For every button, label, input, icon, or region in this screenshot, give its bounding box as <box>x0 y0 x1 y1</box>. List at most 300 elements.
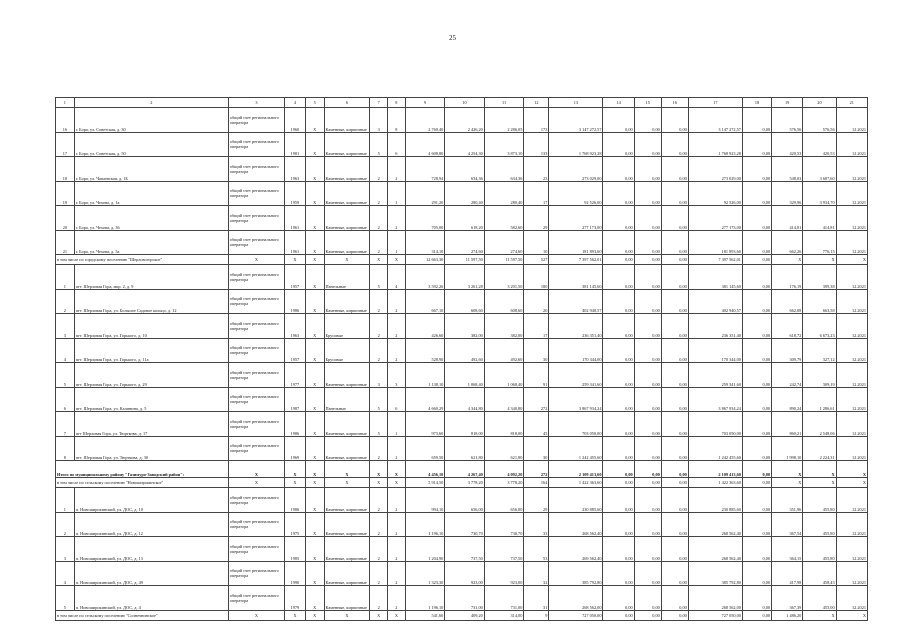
column-number-16: 16 <box>661 98 688 108</box>
table-cell: 2 <box>388 289 406 314</box>
table-cell: 4 340,80 <box>484 387 524 412</box>
table-cell: 236 351,40 <box>549 314 603 339</box>
table-cell: 273 029,00 <box>549 157 603 182</box>
table-cell: 12.2021 <box>836 412 867 437</box>
register-table <box>55 97 868 621</box>
table-cell: 656,00 <box>484 488 524 513</box>
table-cell: 31 <box>524 586 549 611</box>
table-cell: п. Новоширокинский, ул. ДОС, д. 10 <box>74 488 228 513</box>
table-cell: 12.2021 <box>836 537 867 562</box>
table-cell: 0,00 <box>742 363 771 388</box>
table-cell: 0,00 <box>634 461 661 478</box>
table-cell: 12.2021 <box>836 108 867 133</box>
table-cell: 20 <box>524 289 549 314</box>
table-cell: общий счет регионального оператора <box>228 338 284 363</box>
column-number-5: 5 <box>305 98 324 108</box>
table-cell: 12.2021 <box>836 436 867 461</box>
table-cell: 0,00 <box>603 512 634 537</box>
table-cell: 272 <box>524 461 549 478</box>
table-cell: 1 768 923,28 <box>688 132 742 157</box>
table-row <box>56 363 868 388</box>
table-cell: X <box>305 338 324 363</box>
table-cell: 818,00 <box>445 412 485 437</box>
table-cell: 3 <box>56 314 75 339</box>
table-cell: 0,00 <box>742 132 771 157</box>
table-cell: X <box>228 255 284 265</box>
table-cell: общий счет регионального оператора <box>228 512 284 537</box>
table-cell: 2 760,40 <box>405 108 445 133</box>
table-cell: X <box>305 314 324 339</box>
table-cell: 0,00 <box>661 181 688 206</box>
column-number-18: 18 <box>742 98 771 108</box>
table-cell: 705,00 <box>405 206 445 231</box>
table-cell: X <box>305 132 324 157</box>
table-cell: 17 <box>56 132 75 157</box>
table-cell: 3 778,20 <box>484 478 524 488</box>
table-cell: X <box>285 255 306 265</box>
table-cell: X <box>836 255 867 265</box>
table-cell: 663,58 <box>803 289 836 314</box>
table-cell: X <box>305 412 324 437</box>
table-cell: 367,39 <box>772 586 803 611</box>
table-cell: 2 <box>388 338 406 363</box>
table-cell: 0,00 <box>603 255 634 265</box>
table-cell: 1 138,10 <box>405 363 445 388</box>
table-cell: 4 660,29 <box>405 387 445 412</box>
table-cell: 0,00 <box>634 289 661 314</box>
table-cell: X <box>305 586 324 611</box>
table-cell: 0,00 <box>661 478 688 488</box>
table-cell: 12.2021 <box>836 488 867 513</box>
table-cell: г. Бора, ул. Чехова, д. 1а <box>74 181 228 206</box>
table-cell: X <box>305 206 324 231</box>
table-cell: 662,08 <box>772 289 803 314</box>
table-cell: 0,00 <box>742 206 771 231</box>
table-cell: 2 <box>370 181 388 206</box>
table-cell: X <box>228 478 284 488</box>
table-cell: 242,74 <box>772 363 803 388</box>
column-number-15: 15 <box>634 98 661 108</box>
table-cell: 0,00 <box>742 181 771 206</box>
table-cell: 0,00 <box>742 338 771 363</box>
table-cell: 19 <box>56 181 75 206</box>
table-cell: общий счет регионального оператора <box>228 586 284 611</box>
table-cell: 30 <box>524 436 549 461</box>
table-cell: 181 893,60 <box>688 230 742 255</box>
table-cell: 7 <box>56 412 75 437</box>
table-cell: 1 068,40 <box>445 363 485 388</box>
table-cell: 3 867 934,24 <box>549 387 603 412</box>
table-cell: 0,00 <box>661 436 688 461</box>
table-row <box>56 586 868 611</box>
table-cell: 4 <box>388 265 406 290</box>
table-cell: 2 <box>388 436 406 461</box>
table-cell: 1961 <box>285 230 306 255</box>
table-cell: 2 <box>370 512 388 537</box>
table-cell: 7 397 562,01 <box>688 255 742 265</box>
table-cell: 455,80 <box>803 512 836 537</box>
table-cell: X <box>324 255 370 265</box>
table-cell: 1977 <box>285 363 306 388</box>
table-cell: 860,21 <box>772 412 803 437</box>
table-cell: 329,96 <box>772 181 803 206</box>
table-cell: 2 <box>370 289 388 314</box>
table-cell: 1979 <box>285 586 306 611</box>
table-row <box>56 314 868 339</box>
table-cell: 259 341,60 <box>688 363 742 388</box>
table-cell: 0,00 <box>634 478 661 488</box>
table-cell: 0,00 <box>634 314 661 339</box>
table-cell: 409,20 <box>445 610 485 620</box>
table-cell: 29 <box>524 206 549 231</box>
table-cell: 17 <box>524 181 549 206</box>
table-cell: 381 145,60 <box>688 265 742 290</box>
table-cell: X <box>370 255 388 265</box>
table-cell: 268 562,40 <box>688 537 742 562</box>
table-cell: Каменные, кирпичные <box>324 561 370 586</box>
table-cell: 0,00 <box>661 488 688 513</box>
table-cell: 1975 <box>285 512 306 537</box>
table-cell: 0,00 <box>634 181 661 206</box>
table-cell: 2 <box>370 157 388 182</box>
table-cell: 0,00 <box>634 338 661 363</box>
table-cell: 181 893,60 <box>549 230 603 255</box>
table-cell: 0,00 <box>634 230 661 255</box>
table-cell: 1 196,10 <box>405 586 445 611</box>
table-cell: общий счет регионального оператора <box>228 206 284 231</box>
table-cell: 0,00 <box>742 255 771 265</box>
table-cell: 12.2021 <box>836 157 867 182</box>
table-cell: 0,00 <box>742 561 771 586</box>
table-cell: Каменные, кирпичные <box>324 363 370 388</box>
table-cell: 0,00 <box>603 610 634 620</box>
table-cell: 399,38 <box>803 265 836 290</box>
table-cell: 269 562,40 <box>549 537 603 562</box>
table-cell: 656,00 <box>445 488 485 513</box>
table-cell: п. Новоширокинский, ул. ДОС, д. 13 <box>74 537 228 562</box>
table-cell: 621,80 <box>445 436 485 461</box>
column-number-17: 17 <box>688 98 742 108</box>
table-cell: 1 <box>388 412 406 437</box>
table-cell: общий счет регионального оператора <box>228 181 284 206</box>
table-cell: 20 <box>56 206 75 231</box>
table-row <box>56 265 868 290</box>
total-label: Итого по муниципальному району "Газимуро-Заводский район": <box>56 461 229 478</box>
table-cell: 9 <box>524 610 549 620</box>
table-cell: 1 <box>56 265 75 290</box>
table-cell: 11 597,50 <box>484 255 524 265</box>
table-cell: 414,81 <box>803 206 836 231</box>
table-cell: 0,00 <box>661 108 688 133</box>
table-cell: 0,00 <box>742 314 771 339</box>
table-cell: 0,00 <box>603 289 634 314</box>
table-cell: 4 254,30 <box>445 132 485 157</box>
table-cell: 4 <box>56 561 75 586</box>
table-cell: общий счет регионального оператора <box>228 412 284 437</box>
table-cell: 272 <box>524 387 549 412</box>
table-cell: 0,00 <box>742 461 771 478</box>
table-cell: 0,00 <box>661 206 688 231</box>
table-cell: 309,79 <box>772 338 803 363</box>
table-cell: 1 <box>388 230 406 255</box>
table-cell: 1987 <box>285 387 306 412</box>
table-cell: 1 768 923,28 <box>549 132 603 157</box>
table-cell: 274,60 <box>484 230 524 255</box>
table-cell: X <box>324 478 370 488</box>
table-cell: 5 <box>370 412 388 437</box>
table-cell: Каменные, кирпичные <box>324 206 370 231</box>
table-cell: X <box>836 461 867 478</box>
table-cell: Каменные, кирпичные <box>324 181 370 206</box>
table-cell: 176,19 <box>772 265 803 290</box>
table-row <box>56 132 868 157</box>
table-cell: 0,00 <box>661 289 688 314</box>
table-cell: X <box>803 610 836 620</box>
table-cell: X <box>228 610 284 620</box>
table-cell: X <box>305 436 324 461</box>
table-cell: 268 562,00 <box>549 586 603 611</box>
table-cell: X <box>388 610 406 620</box>
table-cell: 6 673,23 <box>803 314 836 339</box>
subtotal-row <box>56 610 868 620</box>
subtotal-row <box>56 478 868 488</box>
table-cell: 29 <box>524 488 549 513</box>
table-cell: 1 286,61 <box>803 387 836 412</box>
table-cell: 1957 <box>285 265 306 290</box>
table-cell: общий счет регионального оператора <box>228 157 284 182</box>
table-cell: 33 <box>524 512 549 537</box>
table-cell: 0,00 <box>603 230 634 255</box>
table-cell: 2 <box>388 157 406 182</box>
table-cell: 12.2021 <box>836 181 867 206</box>
column-number-2: 2 <box>74 98 228 108</box>
table-cell: 5 <box>370 387 388 412</box>
table-row <box>56 561 868 586</box>
table-cell: 0,00 <box>742 537 771 562</box>
table-cell: 1 204,90 <box>405 537 445 562</box>
table-cell: Каменные, кирпичные <box>324 230 370 255</box>
table-cell: 576,56 <box>772 108 803 133</box>
table-cell: 0,00 <box>742 157 771 182</box>
table-cell: X <box>772 478 803 488</box>
table-cell: Каменные, кирпичные <box>324 289 370 314</box>
table-cell: X <box>772 461 803 478</box>
table-cell: общий счет регионального оператора <box>228 265 284 290</box>
table-cell: 492,60 <box>484 338 524 363</box>
table-cell: 3 <box>370 108 388 133</box>
table-cell: X <box>388 255 406 265</box>
table-cell: 236 351,40 <box>688 314 742 339</box>
table-cell: X <box>388 461 406 478</box>
column-number-1: 1 <box>56 98 75 108</box>
table-cell: 3 261,28 <box>445 265 485 290</box>
table-cell: 173 <box>524 108 549 133</box>
table-cell: общий счет регионального оператора <box>228 387 284 412</box>
table-cell: 3 867 934,24 <box>688 387 742 412</box>
table-cell: 6 <box>388 132 406 157</box>
table-cell: 0,00 <box>742 610 771 620</box>
table-cell: 367,54 <box>772 512 803 537</box>
table-cell: 1 242 455,60 <box>688 436 742 461</box>
table-cell: общий счет регионального оператора <box>228 289 284 314</box>
table-cell: 18 <box>56 157 75 182</box>
table-cell: 634,36 <box>445 157 485 182</box>
table-cell: 402 940,57 <box>688 289 742 314</box>
table-cell: 492,60 <box>445 338 485 363</box>
column-number-19: 19 <box>772 98 803 108</box>
table-cell: 0,00 <box>634 412 661 437</box>
table-cell: 0,00 <box>603 265 634 290</box>
table-cell: 0,00 <box>661 512 688 537</box>
table-cell: 133 <box>524 132 549 157</box>
table-cell: 309,19 <box>803 363 836 388</box>
table-cell: X <box>305 387 324 412</box>
table-cell: 0,00 <box>634 537 661 562</box>
table-cell: 12.2021 <box>836 132 867 157</box>
table-cell: 0,00 <box>661 314 688 339</box>
table-row <box>56 206 868 231</box>
table-cell: 737,50 <box>445 537 485 562</box>
total-row <box>56 461 868 478</box>
table-cell: общий счет регионального оператора <box>228 314 284 339</box>
table-cell: 1986 <box>285 488 306 513</box>
table-cell: 280,40 <box>484 181 524 206</box>
table-cell: 576,56 <box>803 108 836 133</box>
table-cell: 5 <box>56 363 75 388</box>
table-cell: 414,81 <box>772 206 803 231</box>
table-cell: 2 <box>370 436 388 461</box>
table-cell: 0,00 <box>661 265 688 290</box>
table-cell: 4 456,10 <box>405 461 445 478</box>
table-cell: 3 147 272,57 <box>688 108 742 133</box>
column-number-4: 4 <box>285 98 306 108</box>
table-cell: 2 <box>388 512 406 537</box>
table-cell: 2 <box>370 230 388 255</box>
subtotal-label: в том числе по городскому поселению "Шерловогорское" <box>56 255 229 265</box>
column-number-6: 6 <box>324 98 370 108</box>
table-cell: 381 145,60 <box>549 265 603 290</box>
table-cell: X <box>305 488 324 513</box>
table-cell: 0,00 <box>742 512 771 537</box>
table-cell: 5 <box>56 586 75 611</box>
table-cell: пгт. Шерловая Гора, ул. Калинина, д. 5 <box>74 387 228 412</box>
table-cell: Каменные, кирпичные <box>324 488 370 513</box>
table-cell: 4 092,20 <box>484 461 524 478</box>
table-cell: 8 <box>56 436 75 461</box>
table-cell: 994,10 <box>405 488 445 513</box>
table-cell: 1985 <box>285 537 306 562</box>
table-cell: 0,00 <box>661 363 688 388</box>
table-cell: 618,20 <box>445 206 485 231</box>
table-cell: 2 <box>388 488 406 513</box>
table-cell: 0,00 <box>634 436 661 461</box>
table-cell: 1969 <box>285 436 306 461</box>
table-cell: 2 <box>370 561 388 586</box>
table-cell: 4 267,40 <box>445 461 485 478</box>
table-cell: X <box>305 537 324 562</box>
table-cell: 92 526,00 <box>688 181 742 206</box>
table-cell: X <box>305 181 324 206</box>
table-cell: 3 873,10 <box>484 132 524 157</box>
table-cell: общий счет регионального оператора <box>228 132 284 157</box>
table-cell: 0,00 <box>742 586 771 611</box>
table-cell: 776,15 <box>803 230 836 255</box>
table-cell: Каменные, кирпичные <box>324 537 370 562</box>
table-cell: 0,00 <box>661 387 688 412</box>
table-cell: 1 323,30 <box>405 561 445 586</box>
table-cell: Брусовые <box>324 314 370 339</box>
table-cell: 12.2021 <box>836 387 867 412</box>
table-cell: 180 <box>524 265 549 290</box>
table-cell: 382,00 <box>445 314 485 339</box>
table-cell: 10 <box>524 230 549 255</box>
table-cell: 5 <box>370 132 388 157</box>
table-cell: 16 <box>56 108 75 133</box>
table-cell: 973,60 <box>405 412 445 437</box>
table-cell: 0,00 <box>603 586 634 611</box>
table-cell: 6 <box>388 387 406 412</box>
table-cell: 12.2021 <box>836 561 867 586</box>
table-cell: X <box>285 461 306 478</box>
column-number-21: 21 <box>836 98 867 108</box>
table-cell: 0,00 <box>742 289 771 314</box>
table-cell: 1963 <box>285 157 306 182</box>
table-cell: пгт. Шерловая Гора, ул. Горького, д. 11а <box>74 338 228 363</box>
table-cell: 0,00 <box>603 436 634 461</box>
table-cell: Панельные <box>324 265 370 290</box>
table-cell: 582,60 <box>484 206 524 231</box>
table-cell: 528,90 <box>405 338 445 363</box>
table-cell: 2 <box>56 512 75 537</box>
table-cell: X <box>305 363 324 388</box>
table-cell: X <box>370 461 388 478</box>
table-cell: общий счет регионального оператора <box>228 436 284 461</box>
table-cell: 12 663,30 <box>405 255 445 265</box>
table-cell: 0,00 <box>603 157 634 182</box>
table-cell: 2 109 413,60 <box>688 461 742 478</box>
table-cell: Каменные, кирпичные <box>324 132 370 157</box>
table-cell: 268 562,40 <box>688 512 742 537</box>
table-cell: 548,03 <box>772 157 803 182</box>
table-cell: пгт. Шерловая Гора, ул. Большое Садовое кольцо, д. 12 <box>74 289 228 314</box>
table-cell: 12.2021 <box>836 314 867 339</box>
table-cell: 327,12 <box>803 338 836 363</box>
table-cell: 420,53 <box>772 132 803 157</box>
table-cell: общий счет регионального оператора <box>228 561 284 586</box>
table-cell: 417,98 <box>772 561 803 586</box>
table-cell: 455,80 <box>803 537 836 562</box>
table-cell: 12.2021 <box>836 586 867 611</box>
table-row <box>56 436 868 461</box>
table-cell: 1 196,10 <box>405 512 445 537</box>
table-cell: 274,60 <box>445 230 485 255</box>
table-cell: 4 344,80 <box>445 387 485 412</box>
table-cell: 268 562,00 <box>688 586 742 611</box>
table-cell: 1 422 363,60 <box>688 478 742 488</box>
table-cell: 0,00 <box>661 561 688 586</box>
table-cell: 0,00 <box>634 387 661 412</box>
table-cell: 1 422 363,60 <box>549 478 603 488</box>
table-cell: Каменные, кирпичные <box>324 108 370 133</box>
table-cell: 0,00 <box>634 363 661 388</box>
column-number-9: 9 <box>405 98 445 108</box>
table-cell: 0,00 <box>634 255 661 265</box>
table-cell: 2 <box>388 206 406 231</box>
column-number-20: 20 <box>803 98 836 108</box>
table-cell: 2 <box>370 586 388 611</box>
table-cell: 0,00 <box>634 610 661 620</box>
table-cell: 727 050,00 <box>549 610 603 620</box>
